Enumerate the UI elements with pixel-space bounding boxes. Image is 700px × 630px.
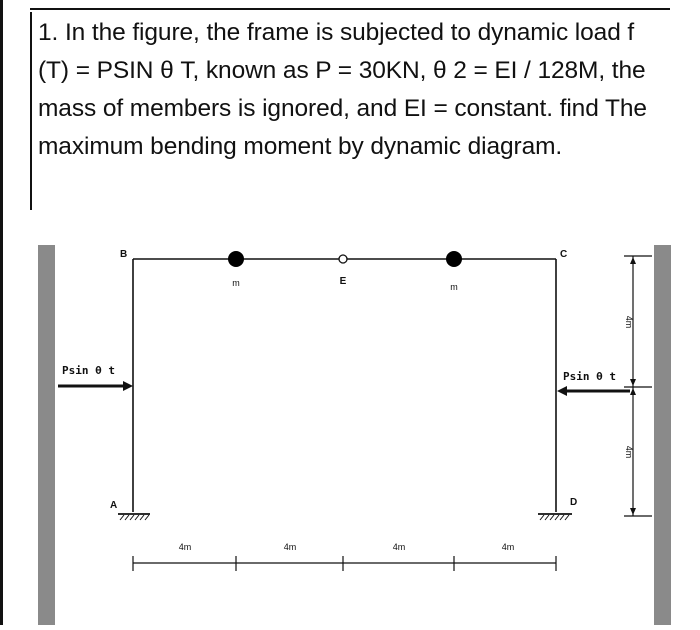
label-e: E	[339, 276, 347, 287]
span-label-4: 4m	[501, 542, 515, 552]
load-label-left: Psin θ t	[62, 364, 115, 377]
span-label-1: 4m	[178, 542, 192, 552]
span-dimension	[133, 556, 556, 571]
frame-diagram	[0, 230, 700, 625]
mass-left	[228, 251, 244, 267]
load-arrow-left	[58, 381, 133, 391]
label-mass-right: m	[450, 282, 458, 292]
problem-text: 1. In the figure, the frame is subjected to dynamic load f (T) = PSIN θ T, known as P = 30KN, θ 2 = EI / 128M, the mass of members is ignored, and EI = constant. find The maximum bending moment by dynamic diagram.	[38, 19, 647, 160]
label-mass-left: m	[232, 278, 240, 288]
support-d	[538, 514, 572, 520]
label-d: D	[570, 497, 578, 508]
right-wall	[654, 245, 671, 625]
frame-figure	[0, 230, 700, 625]
height-dimension	[624, 256, 652, 516]
height-label-bottom: 4m	[624, 445, 634, 459]
problem-statement	[30, 12, 670, 210]
support-a	[118, 514, 150, 520]
label-c: C	[560, 249, 568, 260]
load-arrow-right	[557, 386, 630, 396]
span-label-3: 4m	[392, 542, 406, 552]
hinge-e	[339, 255, 347, 263]
label-b: B	[120, 249, 128, 260]
label-a: A	[110, 500, 118, 511]
span-label-2: 4m	[283, 542, 297, 552]
mass-right	[446, 251, 462, 267]
top-rule	[30, 8, 670, 10]
left-wall	[38, 245, 55, 625]
load-label-right: Psin θ t	[563, 370, 616, 383]
height-label-top: 4m	[624, 315, 634, 329]
